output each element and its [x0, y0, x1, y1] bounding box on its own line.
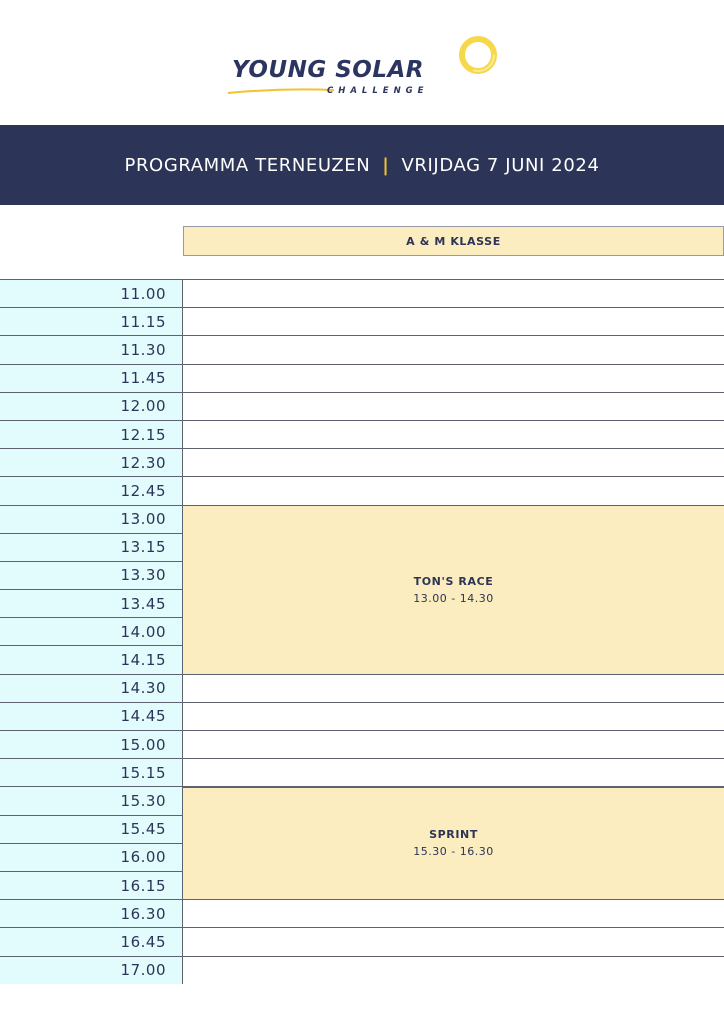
- schedule-row: [0, 956, 724, 984]
- schedule-row: [0, 307, 724, 335]
- schedule-row: [0, 927, 724, 955]
- schedule-grid: [0, 279, 724, 984]
- event-title: TON'S RACE: [413, 574, 494, 588]
- time-label: 13.15: [0, 534, 183, 561]
- column-header: A & M KLASSE: [183, 226, 724, 256]
- schedule-row: [0, 899, 724, 927]
- event-time: 13.00 - 14.30: [413, 591, 494, 605]
- schedule-row: [0, 279, 724, 307]
- schedule-row: [0, 702, 724, 730]
- time-label: 16.15: [0, 872, 183, 899]
- time-label: 15.45: [0, 816, 183, 843]
- logo: [0, 0, 724, 125]
- logo-subtitle: CHALLENGE: [327, 86, 429, 96]
- schedule-row: [0, 448, 724, 476]
- time-label: 13.30: [0, 562, 183, 589]
- time-label: 14.15: [0, 646, 183, 673]
- schedule-row: [0, 364, 724, 392]
- event-title: SPRINT: [429, 828, 478, 842]
- time-label: 12.15: [0, 421, 183, 448]
- time-label: 14.00: [0, 618, 183, 645]
- time-label: 14.45: [0, 703, 183, 730]
- time-label: 13.45: [0, 590, 183, 617]
- schedule-row: [0, 674, 724, 702]
- time-label: 17.00: [0, 957, 183, 984]
- banner-title-right: VRIJDAG 7 JUNI 2024: [401, 154, 600, 176]
- time-label: 15.30: [0, 787, 183, 814]
- time-label: 13.00: [0, 506, 183, 533]
- schedule-row: [0, 730, 724, 758]
- sun-logo-icon: [455, 32, 501, 78]
- time-label: 15.00: [0, 731, 183, 758]
- time-label: 16.30: [0, 900, 183, 927]
- schedule-row: [0, 758, 724, 786]
- logo-wordmark: YOUNG SOLAR: [232, 57, 424, 83]
- time-label: 12.00: [0, 393, 183, 420]
- schedule-row: [0, 335, 724, 363]
- time-label: 11.00: [0, 280, 183, 307]
- time-label: 11.30: [0, 336, 183, 363]
- time-label: 15.15: [0, 759, 183, 786]
- schedule-row: [0, 392, 724, 420]
- event-block: [183, 505, 724, 675]
- event-block: [183, 787, 724, 901]
- time-label: 16.00: [0, 844, 183, 871]
- schedule-row: [0, 420, 724, 448]
- time-label: 11.45: [0, 365, 183, 392]
- time-label: 16.45: [0, 928, 183, 955]
- time-label: 11.15: [0, 308, 183, 335]
- banner-separator: |: [382, 154, 390, 176]
- time-label: 12.30: [0, 449, 183, 476]
- banner-title-left: PROGRAMMA TERNEUZEN: [124, 154, 371, 176]
- time-label: 12.45: [0, 477, 183, 504]
- swoosh-icon: [226, 84, 336, 98]
- event-time: 15.30 - 16.30: [413, 845, 494, 859]
- time-label: 14.30: [0, 675, 183, 702]
- schedule-row: [0, 476, 724, 504]
- title-banner: [0, 125, 724, 205]
